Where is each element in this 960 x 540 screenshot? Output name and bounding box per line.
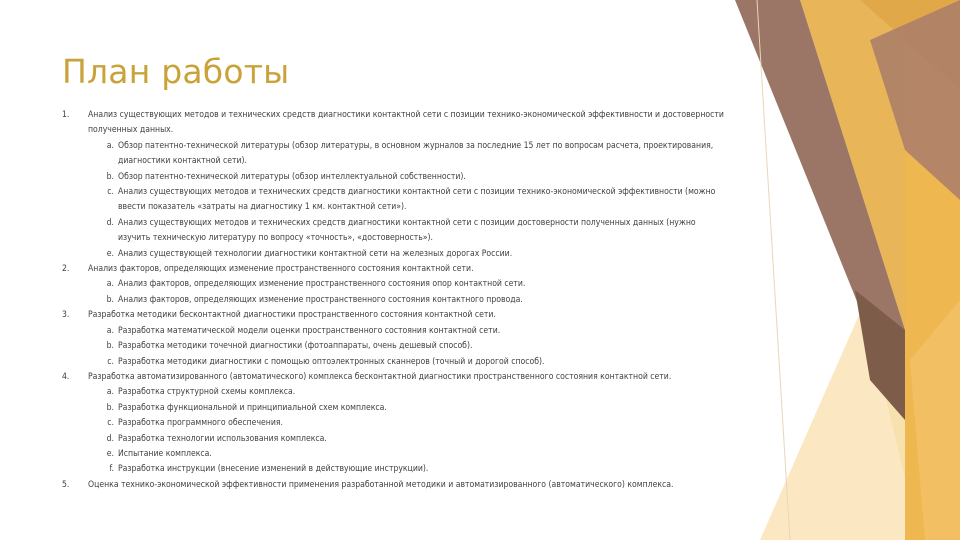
plan-subitem [88, 416, 727, 431]
subitem-letter: d. [106, 217, 114, 228]
subitem-letter: c. [107, 356, 114, 367]
plan-subitem [88, 293, 727, 308]
subitem-text: Анализ существующих методов и технических средств диагностики контактной сети с позиции достоверности полученных данных (нужно изучить техническую литературу по вопросу «точность», «достоверность»). [118, 217, 696, 244]
subitem-text: Разработка программного обеспечения. [118, 418, 283, 429]
subitem-text: Анализ существующей технологии диагностики контактной сети на железных дорогах России. [118, 248, 513, 259]
plan-subitem [88, 385, 727, 400]
subitem-text: Разработка структурной схемы комплекса. [118, 387, 296, 398]
subitem-letter: a. [106, 387, 114, 398]
subitem-letter: e. [106, 248, 114, 259]
plan-subitem [88, 247, 727, 262]
subitem-letter: a. [106, 279, 114, 290]
item-text: Анализ факторов, определяющих изменение пространственного состояния контактной сети. [88, 264, 474, 275]
item-number: 3. [62, 310, 70, 321]
subitem-text: Анализ существующих методов и технических средств диагностики контактной сети с позиции технико-экономической эффективности (можно ввести показатель «затраты на диагностику 1 км. контактной сети»). [118, 187, 716, 213]
plan-item-5 [62, 478, 727, 493]
plan-subitem [88, 185, 727, 216]
subitem-letter: b. [106, 294, 114, 305]
plan-subitem [88, 139, 727, 170]
plan-subitem [88, 339, 727, 354]
plan-subitem [88, 447, 727, 462]
item-number: 5. [62, 479, 70, 490]
subitem-letter: b. [106, 171, 114, 182]
subitem-letter: e. [106, 448, 114, 459]
plan-item-2 [62, 262, 727, 308]
plan-subitem [88, 324, 727, 339]
plan-item-1 [62, 108, 727, 262]
subitem-text: Обзор патентно-технической литературы (обзор литературы, в основном журналов за последние 15 лет по вопросам расчета, проектирования, диагностики контактной сети). [118, 140, 714, 167]
subitem-text: Разработка методики точечной диагностики (фотоаппараты, очень дешевый способ). [118, 341, 473, 352]
subitem-letter: a. [106, 140, 114, 151]
item-text: Разработка автоматизированного (автоматического) комплекса бесконтактной диагностики пространственного состояния контактной сети. [88, 371, 672, 382]
item-number: 4. [62, 371, 70, 382]
plan-subitem [88, 170, 727, 185]
subitem-letter: c. [107, 418, 114, 429]
item-text: Оценка технико-экономической эффективности применения разработанной методики и автоматизированного (автоматического) комплекса. [88, 479, 674, 490]
item-text: Анализ существующих методов и технических средств диагностики контактной сети с позиции технико-экономической эффективности и достоверности полученных данных. [88, 110, 724, 136]
subitem-text: Обзор патентно-технической литературы (обзор интеллектуальной собственности). [118, 171, 466, 182]
subitem-letter: a. [106, 325, 114, 336]
plan-subitem [88, 355, 727, 370]
item-number: 1. [62, 110, 70, 120]
item-text: Разработка методики бесконтактной диагностики пространственного состояния контактной сети. [88, 310, 496, 321]
subitem-letter: b. [106, 341, 114, 352]
subitem-text: Разработка математической модели оценки пространственного состояния контактной сети. [118, 325, 501, 336]
subitem-letter: d. [106, 433, 114, 444]
plan-item-3 [62, 308, 727, 370]
plan-item-4 [62, 370, 727, 478]
item-number: 2. [62, 264, 70, 275]
plan-subitem [88, 401, 727, 416]
subitem-text: Разработка методики диагностики с помощью оптоэлектронных сканнеров (точный и дорогой способ). [118, 356, 545, 367]
subitem-letter: c. [107, 187, 114, 198]
plan-subitem [88, 462, 727, 477]
subitem-text: Анализ факторов, определяющих изменение пространственного состояния опор контактной сети. [118, 279, 526, 290]
subitem-letter: f. [109, 464, 114, 475]
subitem-text: Разработка функциональной и принципиальной схем комплекса. [118, 402, 387, 413]
slide-title: План работы [62, 52, 290, 91]
subitem-letter: b. [106, 402, 114, 413]
subitem-text: Анализ факторов, определяющих изменение пространственного состояния контактного провода. [118, 294, 523, 305]
plan-subitem [88, 277, 727, 292]
subitem-text: Испытание комплекса. [118, 448, 212, 459]
plan-subitem [88, 216, 727, 247]
plan-subitem [88, 432, 727, 447]
subitem-text: Разработка технологии использования комплекса. [118, 433, 327, 444]
work-plan-list [62, 108, 727, 493]
subitem-text: Разработка инструкции (внесение изменений в действующие инструкции). [118, 464, 429, 475]
